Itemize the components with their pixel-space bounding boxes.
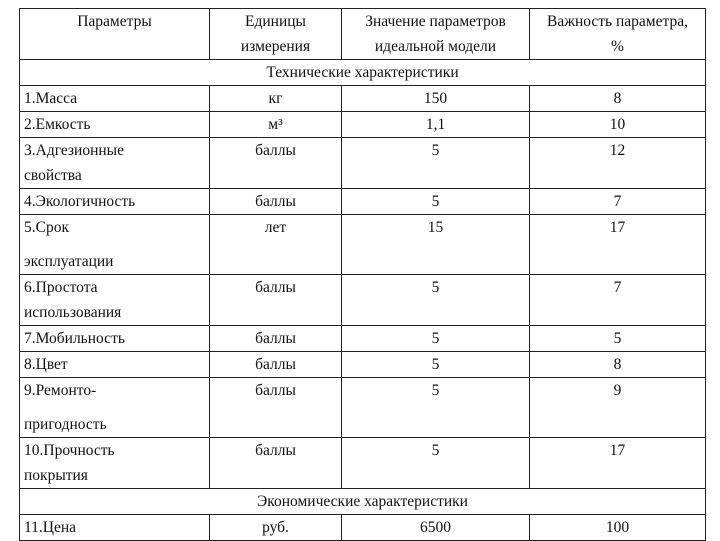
param-unit: баллы	[210, 352, 342, 378]
param-weight: 12	[530, 138, 706, 189]
header-ideal-value: Значение параметров идеальной модели	[342, 9, 530, 60]
param-name: 9.Ремонто- пригодность	[20, 378, 210, 438]
param-value: 5	[342, 326, 530, 352]
param-weight: 8	[530, 352, 706, 378]
param-name: 6.Простота использования	[20, 275, 210, 326]
param-name: 5.Срок эксплуатации	[20, 215, 210, 275]
param-weight: 17	[530, 438, 706, 489]
section-row-economic	[20, 489, 706, 515]
param-value: 15	[342, 215, 530, 275]
param-unit: кг	[210, 86, 342, 112]
table-row	[20, 326, 706, 352]
param-name: 11.Цена	[20, 515, 210, 541]
param-name: 10.Прочность покрытия	[20, 438, 210, 489]
section-title-economic: Экономические характеристики	[20, 489, 706, 515]
header-parameters: Параметры	[20, 9, 210, 60]
param-unit: лет	[210, 215, 342, 275]
param-value: 5	[342, 352, 530, 378]
param-weight: 9	[530, 378, 706, 438]
param-value: 5	[342, 378, 530, 438]
param-weight: 7	[530, 189, 706, 215]
param-value: 6500	[342, 515, 530, 541]
section-row-technical	[20, 60, 706, 86]
param-value: 5	[342, 275, 530, 326]
param-unit: баллы	[210, 138, 342, 189]
param-unit: руб.	[210, 515, 342, 541]
table-row	[20, 138, 706, 189]
param-value: 5	[342, 138, 530, 189]
param-value: 1,1	[342, 112, 530, 138]
table-row	[20, 515, 706, 541]
table-row	[20, 189, 706, 215]
param-value: 150	[342, 86, 530, 112]
param-name: 7.Мобильность	[20, 326, 210, 352]
parameters-table	[19, 8, 706, 541]
param-name: 1.Масса	[20, 86, 210, 112]
param-unit: м³	[210, 112, 342, 138]
header-importance: Важность параметра, %	[530, 9, 706, 60]
param-weight: 100	[530, 515, 706, 541]
param-weight: 8	[530, 86, 706, 112]
param-unit: баллы	[210, 438, 342, 489]
param-name: 2.Емкость	[20, 112, 210, 138]
param-unit: баллы	[210, 275, 342, 326]
param-unit: баллы	[210, 189, 342, 215]
table-row	[20, 352, 706, 378]
param-weight: 17	[530, 215, 706, 275]
param-value: 5	[342, 438, 530, 489]
table-row	[20, 438, 706, 489]
table-row	[20, 275, 706, 326]
param-weight: 5	[530, 326, 706, 352]
section-title-technical: Технические характеристики	[20, 60, 706, 86]
param-weight: 7	[530, 275, 706, 326]
param-name: 8.Цвет	[20, 352, 210, 378]
table-row	[20, 86, 706, 112]
param-unit: баллы	[210, 378, 342, 438]
table-row	[20, 378, 706, 438]
param-name: 4.Экологичность	[20, 189, 210, 215]
param-value: 5	[342, 189, 530, 215]
param-name: 3.Адгезионные свойства	[20, 138, 210, 189]
header-units: Единицы измерения	[210, 9, 342, 60]
param-weight: 10	[530, 112, 706, 138]
table-row	[20, 215, 706, 275]
table-header-row	[20, 9, 706, 60]
table-row	[20, 112, 706, 138]
param-unit: баллы	[210, 326, 342, 352]
